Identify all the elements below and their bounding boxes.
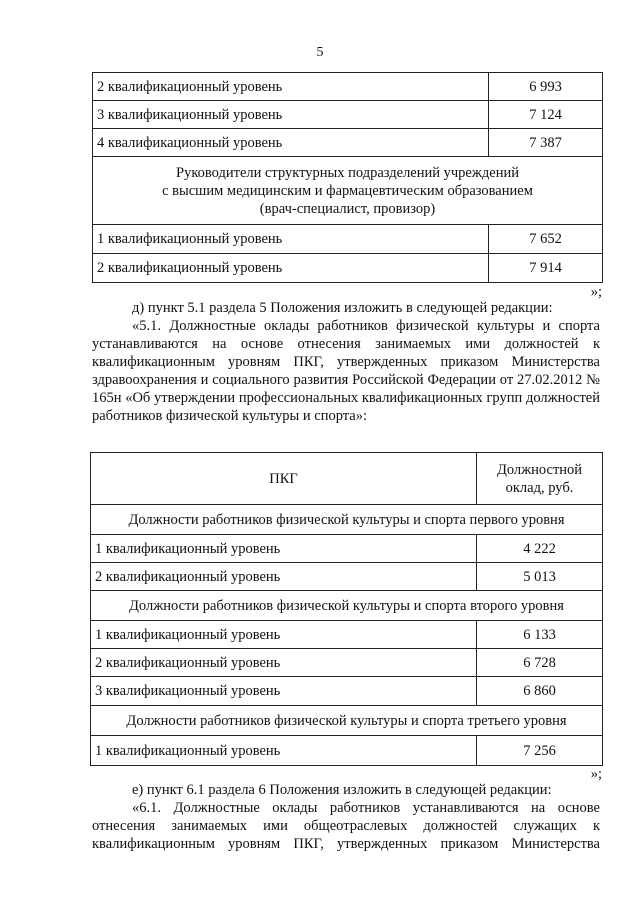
group-header-line: (врач-специалист, провизор) (259, 200, 436, 217)
header-salary-line: оклад, руб. (505, 479, 574, 496)
closing-quote-mark: »; (590, 766, 602, 782)
table-row (91, 563, 603, 591)
table-row (91, 621, 603, 649)
table-header-row (91, 453, 603, 505)
closing-quote-mark: »; (590, 284, 602, 300)
level-label: 2 квалификационный уровень (91, 563, 477, 591)
table-row (93, 254, 603, 283)
level-label: 4 квалификационный уровень (93, 129, 489, 157)
level-label: 1 квалификационный уровень (91, 736, 477, 766)
page-number: 5 (316, 45, 324, 60)
salary-value: 7 124 (489, 101, 603, 129)
paragraph-clause-6-1: «6.1. Должностные оклады работников устанавливаются на основе отнесения занимаемых ими общеотраслевых должностей служащих к квалификационным уровням ПКГ, утвержденных приказом Министерства (92, 800, 600, 852)
salary-value: 6 993 (489, 73, 603, 101)
paragraph-clause-5-1: «5.1. Должностные оклады работников физической культуры и спорта устанавливаются на основе отнесения занимаемых ими должностей к квалификационным уровням ПКГ, утвержденных приказом Министерства здравоохранения и социального развития Российской Федерации от 27.02.2012 № 165н «Об утверждении профессиональных квалификационных групп должностей работников физической культуры и спорта»: (92, 318, 600, 424)
salary-value: 4 222 (477, 535, 603, 563)
header-pkg: ПКГ (91, 453, 477, 505)
salary-value: 5 013 (477, 563, 603, 591)
group-header: Должности работников физической культуры и спорта первого уровня (91, 505, 603, 535)
group-header-row (93, 157, 603, 225)
group-header-row (91, 505, 603, 535)
level-label: 1 квалификационный уровень (91, 621, 477, 649)
salary-value: 6 728 (477, 649, 603, 677)
header-salary-line: Должностной (496, 461, 583, 478)
table-row (91, 736, 603, 766)
salary-value: 7 914 (489, 254, 603, 283)
salary-table-sport (90, 452, 603, 766)
level-label: 2 квалификационный уровень (93, 73, 489, 101)
group-header: Должности работников физической культуры и спорта третьего уровня (91, 706, 603, 736)
table-row (91, 535, 603, 563)
paragraph-item-d: д) пункт 5.1 раздела 5 Положения изложить в следующей редакции: (132, 300, 553, 316)
table-row (91, 649, 603, 677)
table-row (91, 677, 603, 706)
level-label: 2 квалификационный уровень (91, 649, 477, 677)
salary-value: 6 860 (477, 677, 603, 706)
table-row (93, 129, 603, 157)
level-label: 1 квалификационный уровень (91, 535, 477, 563)
level-label: 1 квалификационный уровень (93, 225, 489, 254)
level-label: 2 квалификационный уровень (93, 254, 489, 283)
salary-value: 7 387 (489, 129, 603, 157)
salary-value: 7 652 (489, 225, 603, 254)
group-header-line: Руководители структурных подразделений учреждений (176, 164, 519, 181)
table-row (93, 73, 603, 101)
salary-value: 6 133 (477, 621, 603, 649)
header-salary (477, 453, 603, 505)
table-row (93, 101, 603, 129)
table-row (93, 225, 603, 254)
group-header-line: с высшим медицинским и фармацевтическим образованием (162, 182, 533, 199)
group-header: Должности работников физической культуры и спорта второго уровня (91, 591, 603, 621)
level-label: 3 квалификационный уровень (91, 677, 477, 706)
paragraph-item-e: е) пункт 6.1 раздела 6 Положения изложить в следующей редакции: (132, 782, 552, 798)
level-label: 3 квалификационный уровень (93, 101, 489, 129)
group-header-row (91, 706, 603, 736)
group-header-row (91, 591, 603, 621)
salary-table-medical (92, 72, 603, 283)
salary-value: 7 256 (477, 736, 603, 766)
group-header (93, 157, 603, 225)
